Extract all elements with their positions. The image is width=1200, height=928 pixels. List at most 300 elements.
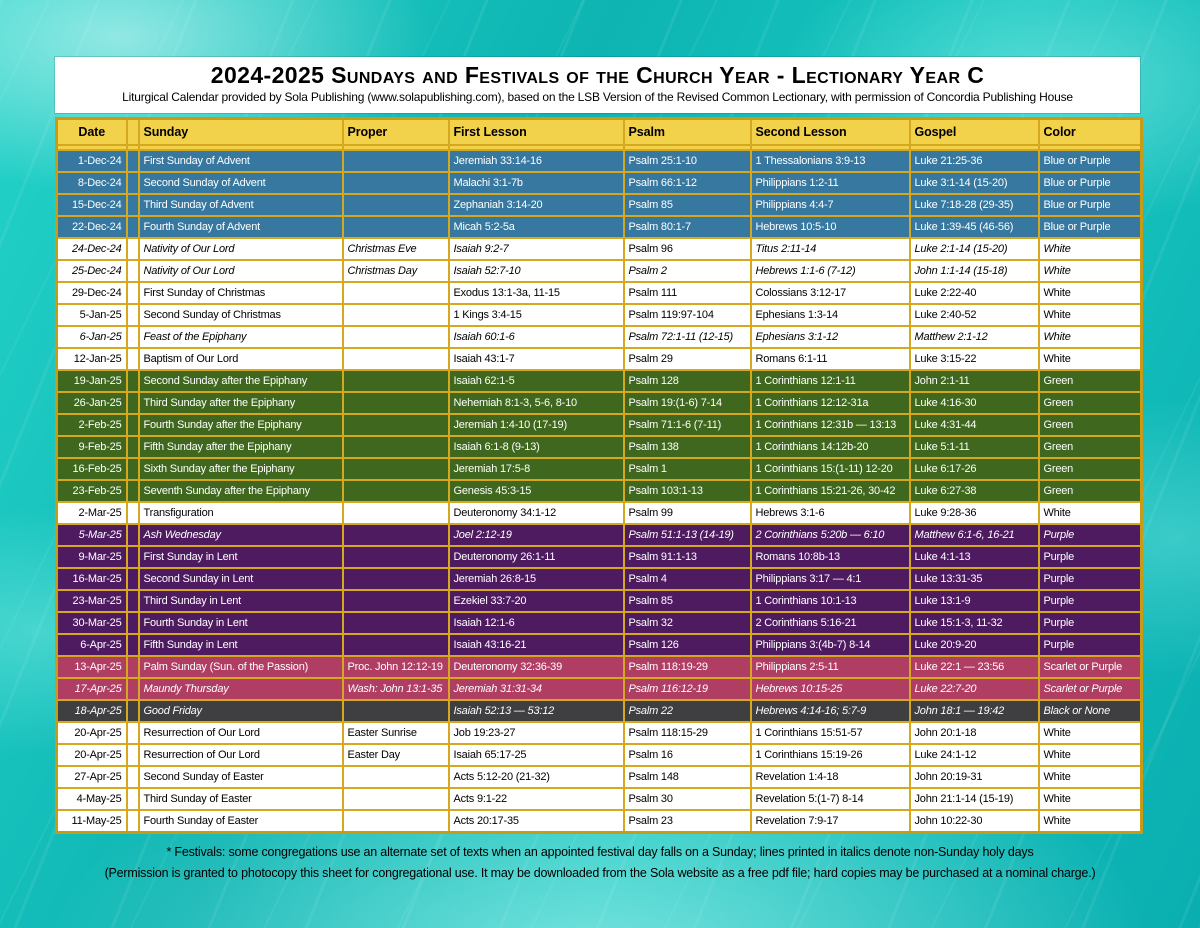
cell-color: Blue or Purple (1039, 216, 1142, 238)
cell-second_lesson: 1 Corinthians 12:1-11 (751, 370, 910, 392)
cell-color: White (1039, 788, 1142, 810)
cell-psalm: Psalm 103:1-13 (624, 480, 751, 502)
cell-psalm: Psalm 71:1-6 (7-11) (624, 414, 751, 436)
cell-proper (343, 370, 449, 392)
cell-color: Green (1039, 370, 1142, 392)
table-row (57, 788, 1142, 810)
cell-proper (343, 502, 449, 524)
cell-date: 23-Feb-25 (57, 480, 127, 502)
table-row (57, 678, 1142, 700)
cell-first_lesson: Zephaniah 3:14-20 (449, 194, 624, 216)
cell-sunday: Second Sunday of Advent (139, 172, 343, 194)
cell-date: 16-Feb-25 (57, 458, 127, 480)
cell-first_lesson: Micah 5:2-5a (449, 216, 624, 238)
footnotes (0, 845, 1200, 887)
cell-second_lesson: Revelation 1:4-18 (751, 766, 910, 788)
cell-psalm: Psalm 2 (624, 260, 751, 282)
cell-second_lesson: Ephesians 3:1-12 (751, 326, 910, 348)
cell-sunday: Fourth Sunday after the Epiphany (139, 414, 343, 436)
cell-first_lesson: Job 19:23-27 (449, 722, 624, 744)
table-row (57, 810, 1142, 833)
cell-color: White (1039, 282, 1142, 304)
cell-gospel: Luke 22:7-20 (910, 678, 1039, 700)
cell-second_lesson: Philippians 2:5-11 (751, 656, 910, 678)
cell-first_lesson: Isaiah 62:1-5 (449, 370, 624, 392)
cell-psalm: Psalm 1 (624, 458, 751, 480)
cell-proper (343, 810, 449, 833)
cell-proper: Wash: John 13:1-35 (343, 678, 449, 700)
cell-proper (343, 634, 449, 656)
cell-psalm: Psalm 116:12-19 (624, 678, 751, 700)
cell-first_lesson: Isaiah 12:1-6 (449, 612, 624, 634)
gap-cell (127, 238, 139, 260)
table-row (57, 216, 1142, 238)
cell-color: Purple (1039, 634, 1142, 656)
cell-first_lesson: Deuteronomy 34:1-12 (449, 502, 624, 524)
cell-proper (343, 546, 449, 568)
cell-first_lesson: Malachi 3:1-7b (449, 172, 624, 194)
table-row (57, 150, 1142, 172)
cell-psalm: Psalm 51:1-13 (14-19) (624, 524, 751, 546)
cell-first_lesson: Deuteronomy 32:36-39 (449, 656, 624, 678)
cell-sunday: Fourth Sunday of Advent (139, 216, 343, 238)
cell-sunday: Second Sunday of Christmas (139, 304, 343, 326)
table-row (57, 326, 1142, 348)
gap-cell (127, 282, 139, 304)
title-band (55, 57, 1140, 113)
cell-second_lesson: 1 Corinthians 15:21-26, 30-42 (751, 480, 910, 502)
cell-psalm: Psalm 30 (624, 788, 751, 810)
cell-first_lesson: 1 Kings 3:4-15 (449, 304, 624, 326)
cell-sunday: Third Sunday of Easter (139, 788, 343, 810)
table-row (57, 590, 1142, 612)
cell-second_lesson: Hebrews 3:1-6 (751, 502, 910, 524)
cell-sunday: Ash Wednesday (139, 524, 343, 546)
cell-psalm: Psalm 91:1-13 (624, 546, 751, 568)
cell-color: Purple (1039, 568, 1142, 590)
cell-proper: Christmas Eve (343, 238, 449, 260)
cell-second_lesson: 1 Thessalonians 3:9-13 (751, 150, 910, 172)
gap-cell (127, 414, 139, 436)
cell-psalm: Psalm 126 (624, 634, 751, 656)
cell-second_lesson: 2 Corinthians 5:16-21 (751, 612, 910, 634)
table-row (57, 546, 1142, 568)
col-header-date: Date (57, 119, 127, 146)
cell-first_lesson: Isaiah 43:16-21 (449, 634, 624, 656)
cell-first_lesson: Acts 20:17-35 (449, 810, 624, 833)
cell-gospel: Matthew 2:1-12 (910, 326, 1039, 348)
cell-date: 9-Mar-25 (57, 546, 127, 568)
cell-date: 11-May-25 (57, 810, 127, 833)
cell-date: 13-Apr-25 (57, 656, 127, 678)
col-header-gospel: Gospel (910, 119, 1039, 146)
cell-proper (343, 788, 449, 810)
cell-first_lesson: Isaiah 9:2-7 (449, 238, 624, 260)
cell-proper (343, 568, 449, 590)
col-header-second_lesson: Second Lesson (751, 119, 910, 146)
col-header-proper: Proper (343, 119, 449, 146)
cell-gospel: Luke 13:1-9 (910, 590, 1039, 612)
cell-first_lesson: Isaiah 52:13 — 53:12 (449, 700, 624, 722)
cell-proper (343, 392, 449, 414)
cell-gospel: Luke 4:16-30 (910, 392, 1039, 414)
cell-sunday: Maundy Thursday (139, 678, 343, 700)
footnote-festivals: * Festivals: some congregations use an alternate set of texts when an appointed festival day falls on a Sunday; lines printed in italics denote non-Sunday holy days (166, 845, 1034, 859)
cell-psalm: Psalm 22 (624, 700, 751, 722)
cell-proper (343, 700, 449, 722)
cell-first_lesson: Joel 2:12-19 (449, 524, 624, 546)
cell-second_lesson: Hebrews 10:5-10 (751, 216, 910, 238)
table-row (57, 634, 1142, 656)
cell-sunday: Nativity of Our Lord (139, 260, 343, 282)
cell-psalm: Psalm 99 (624, 502, 751, 524)
cell-proper (343, 326, 449, 348)
cell-color: Green (1039, 436, 1142, 458)
cell-sunday: Feast of the Epiphany (139, 326, 343, 348)
gap-cell (127, 524, 139, 546)
cell-second_lesson: 1 Corinthians 15:(1-11) 12-20 (751, 458, 910, 480)
cell-gospel: Luke 2:1-14 (15-20) (910, 238, 1039, 260)
cell-date: 1-Dec-24 (57, 150, 127, 172)
table-row (57, 194, 1142, 216)
cell-gospel: Luke 15:1-3, 11-32 (910, 612, 1039, 634)
cell-gospel: John 18:1 — 19:42 (910, 700, 1039, 722)
cell-proper (343, 436, 449, 458)
cell-date: 2-Mar-25 (57, 502, 127, 524)
cell-gospel: Luke 6:17-26 (910, 458, 1039, 480)
cell-proper (343, 414, 449, 436)
cell-color: White (1039, 260, 1142, 282)
cell-color: White (1039, 304, 1142, 326)
gap-cell (127, 634, 139, 656)
cell-color: White (1039, 502, 1142, 524)
cell-gospel: Luke 2:22-40 (910, 282, 1039, 304)
gap-cell (127, 436, 139, 458)
gap-cell (127, 150, 139, 172)
cell-date: 5-Mar-25 (57, 524, 127, 546)
page-title: 2024-2025 Sundays and Festivals of the Church Year - Lectionary Year C (210, 62, 985, 88)
cell-psalm: Psalm 148 (624, 766, 751, 788)
gap-cell (127, 326, 139, 348)
cell-gospel: Luke 1:39-45 (46-56) (910, 216, 1039, 238)
gap-cell (127, 348, 139, 370)
cell-second_lesson: 1 Corinthians 10:1-13 (751, 590, 910, 612)
cell-sunday: Fourth Sunday of Easter (139, 810, 343, 833)
cell-second_lesson: Hebrews 10:15-25 (751, 678, 910, 700)
cell-proper (343, 612, 449, 634)
cell-first_lesson: Isaiah 52:7-10 (449, 260, 624, 282)
cell-first_lesson: Jeremiah 1:4-10 (17-19) (449, 414, 624, 436)
cell-second_lesson: Titus 2:11-14 (751, 238, 910, 260)
cell-first_lesson: Genesis 45:3-15 (449, 480, 624, 502)
cell-proper (343, 304, 449, 326)
cell-color: White (1039, 744, 1142, 766)
cell-sunday: Palm Sunday (Sun. of the Passion) (139, 656, 343, 678)
cell-psalm: Psalm 4 (624, 568, 751, 590)
table-row (57, 722, 1142, 744)
cell-first_lesson: Isaiah 65:17-25 (449, 744, 624, 766)
table-row (57, 480, 1142, 502)
header-row (57, 119, 1142, 146)
cell-second_lesson: 1 Corinthians 15:19-26 (751, 744, 910, 766)
cell-date: 17-Apr-25 (57, 678, 127, 700)
cell-color: Purple (1039, 524, 1142, 546)
cell-psalm: Psalm 25:1-10 (624, 150, 751, 172)
cell-first_lesson: Acts 9:1-22 (449, 788, 624, 810)
cell-date: 20-Apr-25 (57, 744, 127, 766)
cell-proper (343, 480, 449, 502)
cell-color: Green (1039, 458, 1142, 480)
gap-cell (127, 502, 139, 524)
table-row (57, 458, 1142, 480)
page-subtitle: Liturgical Calendar provided by Sola Publishing (www.solapublishing.com), based on the LSB Version of the Revised Common Lectionary, with permission of Concordia Publishing House (122, 90, 1073, 104)
col-header-first_lesson: First Lesson (449, 119, 624, 146)
cell-sunday: Seventh Sunday after the Epiphany (139, 480, 343, 502)
cell-gospel: Luke 20:9-20 (910, 634, 1039, 656)
gap-cell (127, 656, 139, 678)
cell-sunday: First Sunday of Christmas (139, 282, 343, 304)
cell-proper (343, 282, 449, 304)
gap-cell (127, 700, 139, 722)
cell-first_lesson: Exodus 13:1-3a, 11-15 (449, 282, 624, 304)
cell-first_lesson: Acts 5:12-20 (21-32) (449, 766, 624, 788)
gap-cell (127, 810, 139, 833)
cell-date: 9-Feb-25 (57, 436, 127, 458)
cell-date: 4-May-25 (57, 788, 127, 810)
table-row (57, 524, 1142, 546)
cell-color: Blue or Purple (1039, 150, 1142, 172)
cell-sunday: Transfiguration (139, 502, 343, 524)
cell-gospel: Luke 22:1 — 23:56 (910, 656, 1039, 678)
table-row (57, 348, 1142, 370)
cell-psalm: Psalm 19:(1-6) 7-14 (624, 392, 751, 414)
cell-proper: Christmas Day (343, 260, 449, 282)
gap-cell (127, 568, 139, 590)
cell-gospel: Luke 13:31-35 (910, 568, 1039, 590)
gap-cell (127, 722, 139, 744)
cell-sunday: Resurrection of Our Lord (139, 744, 343, 766)
cell-color: Purple (1039, 546, 1142, 568)
cell-psalm: Psalm 96 (624, 238, 751, 260)
cell-gospel: Luke 7:18-28 (29-35) (910, 194, 1039, 216)
cell-date: 25-Dec-24 (57, 260, 127, 282)
cell-gospel: Luke 21:25-36 (910, 150, 1039, 172)
cell-date: 12-Jan-25 (57, 348, 127, 370)
cell-date: 30-Mar-25 (57, 612, 127, 634)
cell-gospel: Luke 24:1-12 (910, 744, 1039, 766)
cell-gospel: John 1:1-14 (15-18) (910, 260, 1039, 282)
gap-cell (127, 590, 139, 612)
cell-second_lesson: Romans 6:1-11 (751, 348, 910, 370)
cell-second_lesson: 1 Corinthians 15:51-57 (751, 722, 910, 744)
cell-color: Black or None (1039, 700, 1142, 722)
cell-date: 29-Dec-24 (57, 282, 127, 304)
cell-gospel: Luke 3:1-14 (15-20) (910, 172, 1039, 194)
cell-gospel: Matthew 6:1-6, 16-21 (910, 524, 1039, 546)
cell-psalm: Psalm 118:15-29 (624, 722, 751, 744)
cell-first_lesson: Ezekiel 33:7-20 (449, 590, 624, 612)
cell-sunday: First Sunday of Advent (139, 150, 343, 172)
cell-gospel: Luke 4:31-44 (910, 414, 1039, 436)
cell-color: White (1039, 810, 1142, 833)
cell-second_lesson: 1 Corinthians 12:31b — 13:13 (751, 414, 910, 436)
table-row (57, 612, 1142, 634)
gap-cell (127, 304, 139, 326)
cell-date: 16-Mar-25 (57, 568, 127, 590)
cell-gospel: Luke 4:1-13 (910, 546, 1039, 568)
gap-cell (127, 172, 139, 194)
cell-sunday: First Sunday in Lent (139, 546, 343, 568)
cell-proper (343, 458, 449, 480)
col-header-psalm: Psalm (624, 119, 751, 146)
cell-second_lesson: Philippians 4:4-7 (751, 194, 910, 216)
gap-cell (127, 788, 139, 810)
cell-proper (343, 766, 449, 788)
gap-cell (127, 546, 139, 568)
lectionary-table (55, 117, 1143, 834)
cell-sunday: Nativity of Our Lord (139, 238, 343, 260)
cell-color: White (1039, 722, 1142, 744)
cell-gospel: Luke 3:15-22 (910, 348, 1039, 370)
cell-color: Blue or Purple (1039, 194, 1142, 216)
cell-first_lesson: Jeremiah 33:14-16 (449, 150, 624, 172)
cell-second_lesson: Colossians 3:12-17 (751, 282, 910, 304)
table-row (57, 744, 1142, 766)
cell-proper (343, 348, 449, 370)
table-row (57, 414, 1142, 436)
cell-second_lesson: Revelation 7:9-17 (751, 810, 910, 833)
cell-date: 6-Apr-25 (57, 634, 127, 656)
table-row (57, 656, 1142, 678)
cell-color: Green (1039, 414, 1142, 436)
gap-cell (127, 766, 139, 788)
cell-color: Scarlet or Purple (1039, 656, 1142, 678)
cell-second_lesson: 2 Corinthians 5:20b — 6:10 (751, 524, 910, 546)
cell-psalm: Psalm 111 (624, 282, 751, 304)
gap-cell (127, 678, 139, 700)
table-row (57, 766, 1142, 788)
cell-sunday: Good Friday (139, 700, 343, 722)
gap-cell (127, 612, 139, 634)
cell-first_lesson: Isaiah 6:1-8 (9-13) (449, 436, 624, 458)
cell-sunday: Resurrection of Our Lord (139, 722, 343, 744)
cell-sunday: Fifth Sunday in Lent (139, 634, 343, 656)
cell-first_lesson: Nehemiah 8:1-3, 5-6, 8-10 (449, 392, 624, 414)
table-row (57, 436, 1142, 458)
cell-color: Scarlet or Purple (1039, 678, 1142, 700)
cell-first_lesson: Deuteronomy 26:1-11 (449, 546, 624, 568)
table-row (57, 304, 1142, 326)
cell-color: Blue or Purple (1039, 172, 1142, 194)
cell-proper (343, 524, 449, 546)
cell-psalm: Psalm 29 (624, 348, 751, 370)
gap-cell (127, 458, 139, 480)
gap-cell (127, 744, 139, 766)
cell-proper: Easter Sunrise (343, 722, 449, 744)
cell-psalm: Psalm 23 (624, 810, 751, 833)
cell-gospel: John 2:1-11 (910, 370, 1039, 392)
cell-gospel: Luke 5:1-11 (910, 436, 1039, 458)
cell-color: White (1039, 348, 1142, 370)
cell-first_lesson: Isaiah 60:1-6 (449, 326, 624, 348)
cell-sunday: Baptism of Our Lord (139, 348, 343, 370)
cell-psalm: Psalm 72:1-11 (12-15) (624, 326, 751, 348)
cell-date: 18-Apr-25 (57, 700, 127, 722)
cell-date: 8-Dec-24 (57, 172, 127, 194)
cell-color: Green (1039, 480, 1142, 502)
cell-psalm: Psalm 16 (624, 744, 751, 766)
table-row (57, 282, 1142, 304)
gap-cell (127, 480, 139, 502)
cell-date: 27-Apr-25 (57, 766, 127, 788)
table-row (57, 568, 1142, 590)
cell-date: 26-Jan-25 (57, 392, 127, 414)
footnote-permission: (Permission is granted to photocopy this sheet for congregational use. It may be downloaded from the Sola website as a free pdf file; hard copies may be purchased at a nominal charge.) (104, 866, 1096, 880)
table-body (57, 150, 1142, 833)
cell-first_lesson: Isaiah 43:1-7 (449, 348, 624, 370)
cell-gospel: John 20:1-18 (910, 722, 1039, 744)
cell-gospel: Luke 2:40-52 (910, 304, 1039, 326)
cell-proper (343, 216, 449, 238)
cell-second_lesson: Philippians 3:(4b-7) 8-14 (751, 634, 910, 656)
cell-proper: Proc. John 12:12-19 (343, 656, 449, 678)
table-row (57, 700, 1142, 722)
cell-sunday: Fifth Sunday after the Epiphany (139, 436, 343, 458)
cell-date: 6-Jan-25 (57, 326, 127, 348)
cell-color: White (1039, 326, 1142, 348)
cell-psalm: Psalm 119:97-104 (624, 304, 751, 326)
col-header-color: Color (1039, 119, 1142, 146)
cell-date: 5-Jan-25 (57, 304, 127, 326)
cell-gospel: Luke 6:27-38 (910, 480, 1039, 502)
table-row (57, 502, 1142, 524)
cell-date: 23-Mar-25 (57, 590, 127, 612)
cell-date: 2-Feb-25 (57, 414, 127, 436)
cell-proper (343, 150, 449, 172)
cell-second_lesson: Ephesians 1:3-14 (751, 304, 910, 326)
cell-second_lesson: Philippians 1:2-11 (751, 172, 910, 194)
cell-second_lesson: Hebrews 1:1-6 (7-12) (751, 260, 910, 282)
cell-psalm: Psalm 85 (624, 590, 751, 612)
cell-gospel: John 10:22-30 (910, 810, 1039, 833)
table-row (57, 392, 1142, 414)
cell-second_lesson: 1 Corinthians 12:12-31a (751, 392, 910, 414)
cell-first_lesson: Jeremiah 26:8-15 (449, 568, 624, 590)
cell-psalm: Psalm 138 (624, 436, 751, 458)
cell-gospel: John 20:19-31 (910, 766, 1039, 788)
table-row (57, 172, 1142, 194)
cell-sunday: Second Sunday in Lent (139, 568, 343, 590)
cell-sunday: Second Sunday of Easter (139, 766, 343, 788)
cell-sunday: Fourth Sunday in Lent (139, 612, 343, 634)
cell-proper (343, 590, 449, 612)
cell-sunday: Sixth Sunday after the Epiphany (139, 458, 343, 480)
table-row (57, 370, 1142, 392)
cell-psalm: Psalm 80:1-7 (624, 216, 751, 238)
cell-second_lesson: 1 Corinthians 14:12b-20 (751, 436, 910, 458)
cell-first_lesson: Jeremiah 31:31-34 (449, 678, 624, 700)
cell-date: 20-Apr-25 (57, 722, 127, 744)
gap-cell (127, 216, 139, 238)
gap-cell (127, 260, 139, 282)
cell-second_lesson: Revelation 5:(1-7) 8-14 (751, 788, 910, 810)
cell-date: 24-Dec-24 (57, 238, 127, 260)
cell-proper (343, 172, 449, 194)
table-row (57, 260, 1142, 282)
cell-second_lesson: Romans 10:8b-13 (751, 546, 910, 568)
cell-gospel: Luke 9:28-36 (910, 502, 1039, 524)
gap-cell (127, 392, 139, 414)
